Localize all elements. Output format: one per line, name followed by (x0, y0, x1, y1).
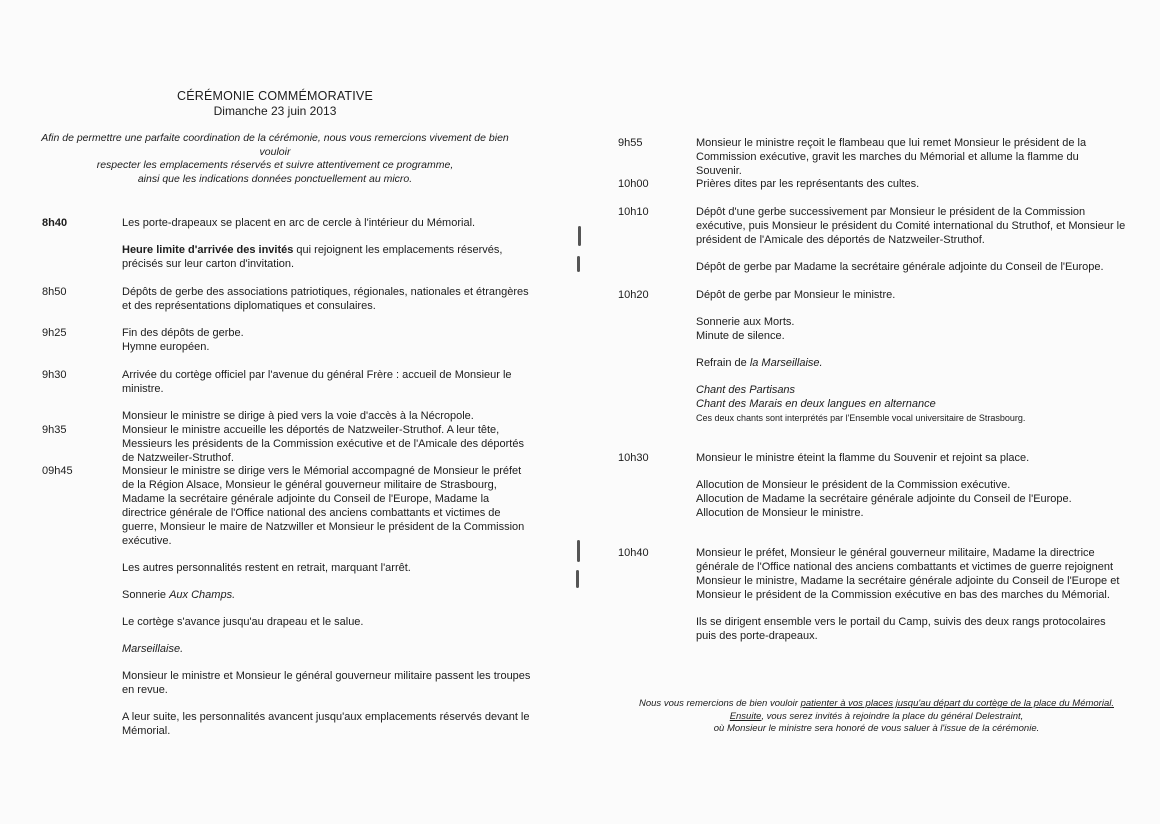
entry-body (696, 451, 1126, 520)
entry-body (122, 464, 536, 738)
entry-paragraph: Monsieur le ministre éteint la flamme du Souvenir et rejoint sa place. (696, 452, 1030, 464)
entry-paragraph: Dépôt de gerbe par Madame la secrétaire générale adjointe du Conseil de l'Europe. (696, 261, 1104, 273)
entry-paragraph: Monsieur le ministre et Monsieur le général gouverneur militaire passent les troupes en revue. (122, 670, 531, 696)
fold-mark (576, 570, 579, 588)
intro-line: respecter les emplacements réservés et suivre attentivement ce programme, (96, 159, 454, 171)
entry-time: 10h30 (618, 452, 649, 464)
entry-paragraph: Monsieur le ministre se dirige à pied vers la voie d'accès à la Nécropole. (122, 410, 474, 422)
entry-body (696, 136, 1126, 178)
entry-body (122, 285, 536, 313)
entry-body (122, 216, 536, 271)
closing-line: où Monsieur le ministre sera honoré de vous saluer à l'issue de la cérémonie. (713, 723, 1040, 734)
entry-body (122, 423, 536, 465)
entry-paragraph: Monsieur le ministre reçoit le flambeau que lui remet Monsieur le président de la Commission exécutive, gravit les marches du Mémorial et allume la flamme du Souvenir. (696, 137, 1087, 177)
deadline-text: qui rejoignent les emplacements réservés, précisés sur leur carton d'invitation. (122, 244, 503, 270)
entry-time: 9h55 (618, 137, 643, 149)
fold-mark (578, 226, 581, 246)
entry-time: 09h45 (42, 465, 73, 477)
entry-paragraph: Refrain de la Marseillaise. (696, 357, 823, 369)
entry-line: Hymne européen. (122, 341, 210, 353)
entry-time: 9h35 (42, 424, 67, 436)
entry-paragraph: Ils se dirigent ensemble vers le portail du Camp, suivis des deux rangs protocolaires puis des porte-drapeaux. (696, 616, 1106, 642)
entry-paragraph: Dépôt d'une gerbe successivement par Monsieur le président de la Commission exécutive, puis Monsieur le président du Comité international du Struthof, et Monsieur le président de l'Amicale des déportés de Natzweiler-Struthof. (696, 206, 1126, 246)
intro-line: ainsi que les indications données ponctuellement au micro. (137, 172, 413, 185)
entry-body (696, 177, 1126, 191)
entry-body (696, 205, 1126, 274)
entry-paragraph: Dépôts de gerbe des associations patriotiques, régionales, nationales et étrangères et des représentations diplomatiques et consulaires. (122, 286, 529, 312)
entry-time: 8h50 (42, 286, 67, 298)
entry-paragraph: Dépôt de gerbe par Monsieur le ministre. (696, 289, 896, 301)
entry-paragraph: Monsieur le ministre accueille les déportés de Natzweiler-Struthof. A leur tête, Messieurs les présidents de la Commission exécutive et de l'Amicale des déportés de Natzweiler-Struthof. (122, 424, 524, 464)
entry-paragraph: Sonnerie aux Morts. Minute de silence. (696, 316, 795, 342)
fold-mark (577, 540, 580, 562)
entry-body (122, 368, 536, 423)
fold-mark (577, 256, 580, 272)
intro-line: Afin de permettre une parfaite coordination de la cérémonie, nous vous remercions vivement de bien vouloir (41, 132, 509, 158)
intro-text (40, 132, 510, 186)
entry-time: 10h10 (618, 206, 649, 218)
closing-line: Nous vous remercions de bien vouloir patienter à vos places jusqu'au départ du cortège de la place du Mémorial. (639, 698, 1114, 709)
entry-paragraph: Les autres personnalités restent en retrait, marquant l'arrêt. (122, 562, 411, 574)
entry-paragraph: Marseillaise. (122, 643, 184, 655)
title-block (40, 88, 510, 119)
entry-time: 8h40 (42, 217, 68, 229)
ceremony-date: Dimanche 23 juin 2013 (213, 104, 337, 118)
entry-time: 10h00 (618, 178, 649, 190)
entry-body (696, 288, 1126, 425)
entry-time: 10h40 (618, 547, 649, 559)
page-title: CÉRÉMONIE COMMÉMORATIVE (176, 89, 374, 103)
entry-body (696, 546, 1126, 643)
entry-paragraph: Monsieur le ministre se dirige vers le Mémorial accompagné de Monsieur le préfet de la Région Alsace, Monsieur le général gouverneur militaire de Strasbourg, Madame la secrétaire générale adjointe du Conseil de l'Europe, Madame la directrice générale de l'Office national des anciens combattants et victimes de guerre, Monsieur le maire de Natzwiller et Monsieur le président de la Commission exécutive. (122, 465, 525, 547)
entry-paragraph: Monsieur le préfet, Monsieur le général gouverneur militaire, Madame la directrice générale de l'Office national des anciens combattants et victimes de guerre rejoignent Monsieur le ministre, Madame la secrétaire générale adjointe du Conseil de l'Europe et Monsieur le président de la Commission exécutive en bas des marches du Mémorial. (696, 547, 1120, 601)
entry-time: 9h30 (42, 369, 67, 381)
entry-paragraph: Les porte-drapeaux se placent en arc de cercle à l'intérieur du Mémorial. (122, 217, 476, 229)
entry-paragraph: Arrivée du cortège officiel par l'avenue du général Frère : accueil de Monsieur le ministre. (122, 369, 512, 395)
closing-line: Ensuite, vous serez invités à rejoindre la place du général Delestraint, (729, 710, 1024, 722)
deadline-label: Heure limite d'arrivée des invités (122, 244, 294, 256)
entry-paragraph: Prières dites par les représentants des cultes. (696, 178, 920, 190)
entry-body (122, 326, 536, 354)
entry-time: 10h20 (618, 289, 649, 301)
entry-line: Fin des dépôts de gerbe. (122, 327, 244, 339)
entry-paragraph: A leur suite, les personnalités avancent jusqu'aux emplacements réservés devant le Mémorial. (122, 711, 530, 737)
entry-paragraph: Chant des Partisans Chant des Marais en deux langues en alternance Ces deux chants sont interprétés par l'Ensemble vocal universitaire de Strasbourg. (696, 384, 1026, 423)
entry-paragraph (122, 243, 536, 271)
entry-paragraph: Allocution de Monsieur le président de la Commission exécutive. Allocution de Madame la secrétaire générale adjointe du Conseil de l'Europe. Allocution de Monsieur le ministre. (696, 479, 1072, 519)
entry-time: 9h25 (42, 327, 67, 339)
entry-paragraph: Le cortège s'avance jusqu'au drapeau et le salue. (122, 616, 364, 628)
closing-note (639, 698, 1114, 736)
entry-paragraph: Sonnerie Aux Champs. (122, 589, 236, 601)
